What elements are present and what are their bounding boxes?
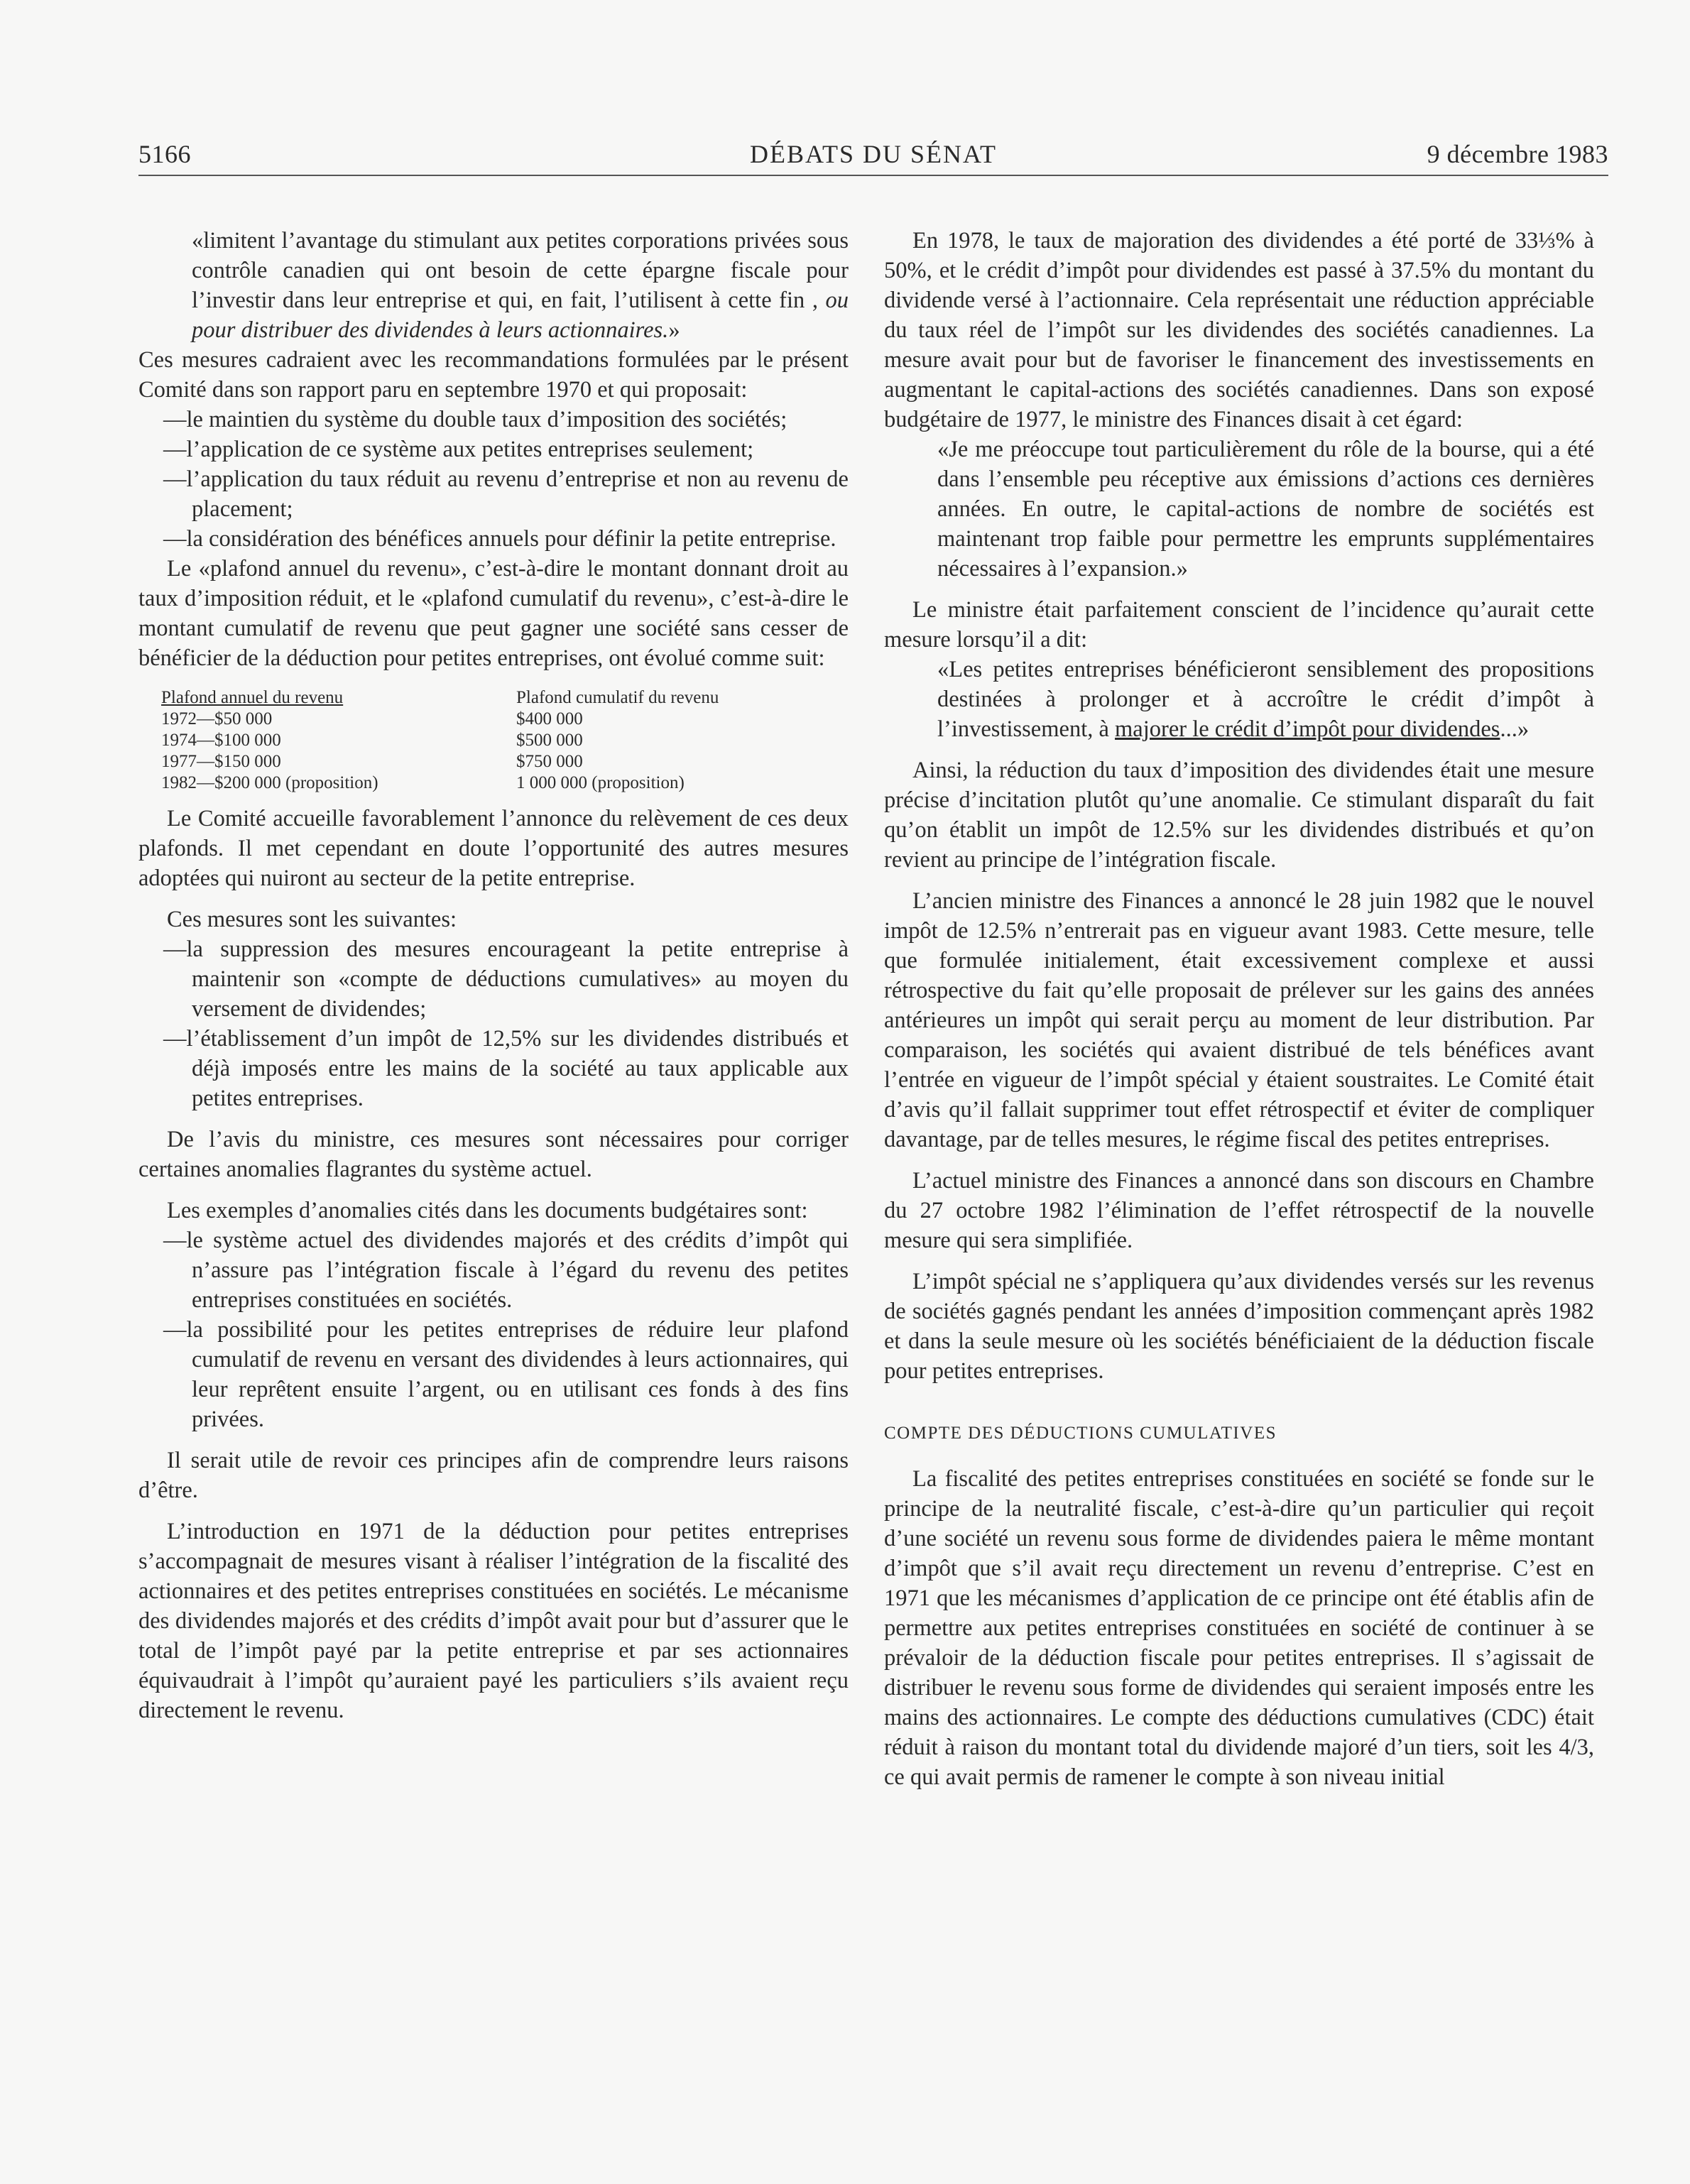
paragraph: L’actuel ministre des Finances a annoncé dans son discours en Chambre du 27 octobre 1982 l’élimination de l’effet rétrospectif de la nouvelle mesure qui sera simplifiée. [884,1168,1594,1253]
list-item: —la suppression des mesures encourageant la petite entreprise à maintenir son «compte de déductions cumulatives» au moyen du versement de dividendes; [163,937,849,1022]
paragraph: L’ancien ministre des Finances a annoncé le 28 juin 1982 que le nouvel impôt de 12.5% n’entrerait pas en vigueur avant 1983. Cette mesure, telle que formulée initialement, était excessivement complexe et aussi rétrospective du fait qu’elle proposait de prélever sur les gains des années antérieures un impôt qui serait perçu au moment de leur distribution. Par comparaison, les sociétés qui avaient distribué de tels bénéfices avant l’entrée en vigueur de l’impôt spécial y étaient soustraites. Le Comité était d’avis qu’il fallait supprimer tout effet rétrospectif et éviter de compliquer davantage, par de telles mesures, le régime fiscal des petites entreprises. [884,888,1594,1152]
underlined-text: majorer le crédit d’impôt pour dividendes [1115,716,1500,742]
header-rule [138,175,1608,176]
quote-italic-text: ou pour distribuer des dividendes à leurs actionnaires. [192,288,849,343]
table-cell: $400 000 [516,709,583,728]
table-header-cell: Plafond cumulatif du revenu [516,688,719,707]
table-cell: 1974—$100 000 [161,731,281,750]
section-heading: COMPTE DES DÉDUCTIONS CUMULATIVES [884,1424,1277,1443]
table-row [161,709,849,730]
quote-text: «Les petites entreprises bénéficieront sensiblement des propositions destinées à prolonger et à accroître le crédit d’impôt à l’investissement, à [937,657,1594,742]
quote-paragraph [884,655,1594,744]
paragraph: En 1978, le taux de majoration des dividendes a été porté de 33⅓% à 50%, et le crédit d’impôt pour dividendes est passé à 37.5% du montant du dividende versé à l’actionnaire. Cela représentait une réduction appréciable du taux réel de l’impôt sur les dividendes des sociétés canadiennes. La mesure avait pour but de favoriser le financement des investissements en augmentant le capital-actions des sociétés canadiennes. Dans son exposé budgétaire de 1977, le ministre des Finances disait à cet égard: [884,228,1594,432]
paragraph: Le ministre était parfaitement conscient de l’incidence qu’aurait cette mesure lorsqu’il a dit: [884,597,1594,653]
right-column [884,226,1594,1792]
quote-paragraph: «Je me préoccupe tout particulièrement du rôle de la bourse, qui a été dans l’ensemble peu réceptive aux émissions d’actions ces dernières années. En outre, le capital-actions de nombre de sociétés est maintenant trop faible pour permettre les emprunts supplémentaires nécessaires à l’expansion.» [937,437,1594,582]
quote-paragraph [138,226,849,345]
list-item: —le système actuel des dividendes majorés et des crédits d’impôt qui n’assure pas l’intégration fiscale à l’égard du revenu des petites entreprises constituées en sociétés. [163,1228,849,1313]
table-cell: 1982—$200 000 (proposition) [161,773,378,792]
paragraph: L’introduction en 1971 de la déduction pour petites entreprises s’accompagnait de mesures visant à réaliser l’intégration de la fiscalité des actionnaires et des petites entreprises constituées en sociétés. Le mécanisme des dividendes majorés et des crédits d’impôt avait pour but d’assurer que le total de l’impôt payé par la petite entreprise et par ses actionnaires équivaudrait à l’impôt qu’auraient payé les particuliers s’ils avaient reçu directement le revenu. [138,1519,849,1723]
paragraph: De l’avis du ministre, ces mesures sont nécessaires pour corriger certaines anomalies flagrantes du système actuel. [138,1127,849,1182]
table-header-row [161,687,849,709]
list-item: —le maintien du système du double taux d’imposition des sociétés; [163,407,787,432]
page-number: 5166 [138,140,191,168]
list-item: —la considération des bénéfices annuels pour définir la petite entreprise. [163,526,836,552]
table-header-cell: Plafond annuel du revenu [161,688,344,707]
page-header [138,139,1608,176]
table-cell: $750 000 [516,752,583,771]
list-item: —l’application de ce système aux petites entreprises seulement; [163,437,754,462]
table-cell: $500 000 [516,731,583,750]
paragraph: Ces mesures sont les suivantes: [167,907,457,932]
quote-close: » [668,317,680,343]
paragraph: Les exemples d’anomalies cités dans les documents budgétaires sont: [167,1198,808,1223]
paragraph: La fiscalité des petites entreprises constituées en société se fonde sur le principe de la neutralité fiscale, c’est-à-dire qu’un particulier qui reçoit d’une société un revenu sous forme de dividendes paiera le même montant d’impôt que s’il avait reçu directement un revenu d’entreprise. C’est en 1971 que les mécanismes d’application de ce principe ont été établis afin de permettre aux petites entreprises constituées en société de continuer à se prévaloir de la déduction fiscale pour petites entreprises. Il s’agissait de distribuer le revenu sous forme de dividendes qui seraient imposés entre les mains des actionnaires. Le compte des déductions cumulatives (CDC) était réduit à raison du montant total du dividende majoré d’un tiers, soit les 4/3, ce qui avait permis de ramener le compte à son niveau initial [884,1466,1594,1790]
list-item: —la possibilité pour les petites entreprises de réduire leur plafond cumulatif de revenu en versant des dividendes à leurs actionnaires, qui leur reprêtent ensuite l’argent, ou en utilisant ces fonds à des fins privées. [163,1317,849,1432]
header-date: 9 décembre 1983 [1427,140,1608,168]
paragraph: Ainsi, la réduction du taux d’imposition des dividendes était une mesure précise d’incitation plutôt qu’une anomalie. Ce stimulant disparaît du fait qu’on établit un impôt de 12.5% sur les dividendes distribués et qu’on revient au principe de l’intégration fiscale. [884,758,1594,873]
paragraph: L’impôt spécial ne s’appliquera qu’aux dividendes versés sur les revenus de sociétés gagnés pendant les années d’imposition commençant après 1982 et dans la seule mesure où les sociétés bénéficiaient de la déduction fiscale pour petites entreprises. [884,1269,1594,1384]
list-item: —l’application du taux réduit au revenu d’entreprise et non au revenu de placement; [163,466,849,522]
paragraph: Ces mesures cadraient avec les recommandations formulées par le présent Comité dans son rapport paru en septembre 1970 et qui proposait: [138,347,849,403]
list-item: —l’établissement d’un impôt de 12,5% sur les dividendes distribués et déjà imposés entre les mains de la société au taux applicable aux petites entreprises. [163,1026,849,1111]
plafond-table [161,687,849,794]
paragraph: Le «plafond annuel du revenu», c’est-à-dire le montant donnant droit au taux d’imposition réduit, et le «plafond cumulatif du revenu», c’est-à-dire le montant cumulatif de revenu que peut gagner une société sans cesser de bénéficier de la déduction pour petites entreprises, ont évolué comme suit: [138,556,849,671]
quote-tail: ...» [1500,716,1530,742]
table-cell: 1977—$150 000 [161,752,281,771]
paragraph: Le Comité accueille favorablement l’annonce du relèvement de ces deux plafonds. Il met cependant en doute l’opportunité des autres mesures adoptées qui nuiront au secteur de la petite entreprise. [138,806,849,891]
table-cell: 1972—$50 000 [161,709,273,728]
table-cell: 1 000 000 (proposition) [516,773,685,792]
table-row [161,772,849,794]
quote-text: «limitent l’avantage du stimulant aux petites corporations privées sous contrôle canadien qui ont besoin de cette épargne fiscale pour l’investir dans leur entreprise et qui, en fait, l’utilisent à cette fin , [192,228,849,313]
table-row [161,730,849,751]
header-title: DÉBATS DU SÉNAT [749,140,998,168]
table-row [161,751,849,772]
left-column [138,226,849,1725]
paragraph: Il serait utile de revoir ces principes afin de comprendre leurs raisons d’être. [138,1448,849,1503]
